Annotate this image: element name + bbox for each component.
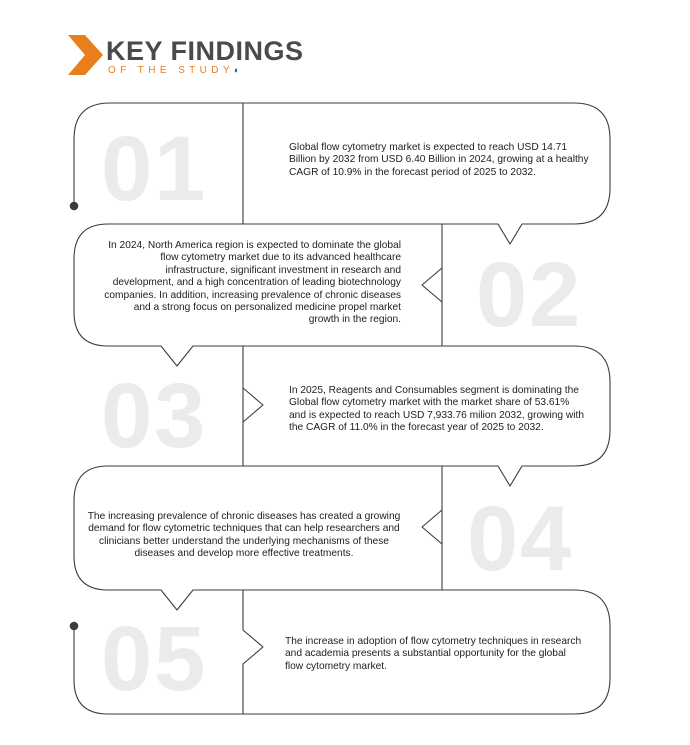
page-title: KEY FINDINGS	[106, 36, 304, 66]
finding-box-03-notch	[243, 388, 263, 422]
page-subtitle-text: OF THE STUDY	[108, 65, 234, 76]
finding-number-04: 04	[467, 488, 574, 590]
connector-dot-bottom	[70, 622, 79, 631]
finding-text-03: In 2025, Reagents and Consumables segment is dominating the Global flow cytometry market with the market share of 53.61% and is expected to reach USD 7,933.76 milion 2032, growing with the CAGR of 11.0% in the forecast year of 2025 to 2032.	[289, 385, 585, 434]
moon-icon: ◐	[233, 65, 240, 75]
finding-box-05-divider	[243, 590, 263, 714]
finding-box-02-notch	[422, 268, 442, 302]
finding-text-02: In 2024, North America region is expected to dominate the global flow cytometry market due to its advanced healthcare infrastructure, significant investment in research and development, and a high concentration of leading biotechnology companies. In addition, increasing prevalence of chronic diseases and a strong focus on personalized medicine propel market growth in the region.	[104, 240, 401, 326]
finding-number-01: 01	[101, 118, 208, 220]
finding-text-01: Global flow cytometry market is expected to reach USD 14.71 Billion by 2032 from USD 6.40 Billion in 2024, growing at a healthy CAGR of 10.9% in the forecast period of 2025 to 2032.	[289, 142, 589, 178]
finding-number-03: 03	[101, 365, 208, 467]
finding-text-04: The increasing prevalence of chronic diseases has created a growing demand for flow cytometric techniques that can help researchers and clinicians better understand the underlying mechanisms of these diseases and develop more effective treatments.	[87, 511, 401, 560]
finding-number-02: 02	[476, 244, 583, 346]
finding-number-05: 05	[101, 608, 208, 710]
connector-dot-top	[70, 202, 79, 211]
finding-text-05: The increase in adoption of flow cytometry techniques in research and academia presents a substantial opportunity for the global flow cytometry market.	[285, 636, 582, 672]
finding-box-04-notch	[422, 510, 442, 544]
